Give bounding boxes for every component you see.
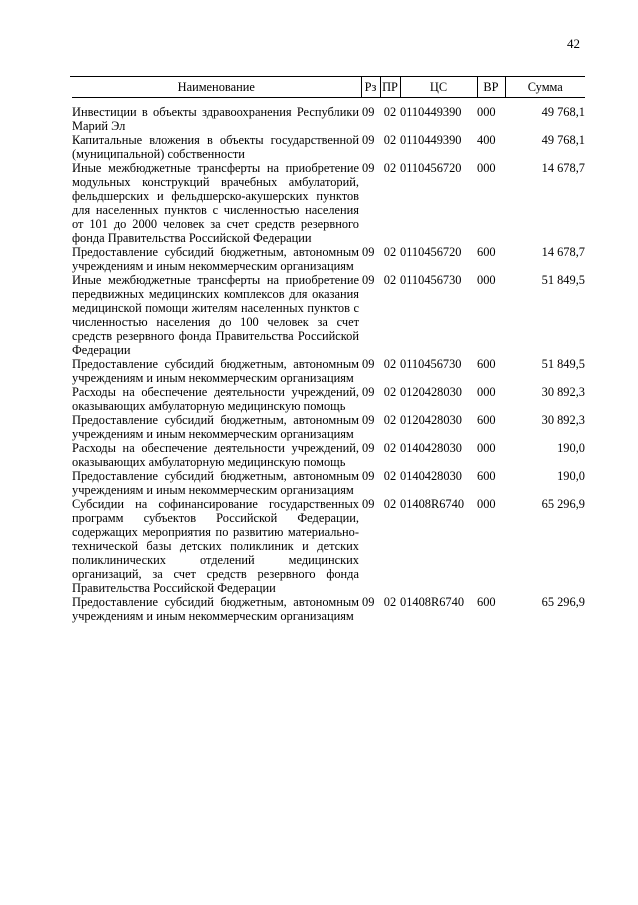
row-sum: 51 849,5: [541, 273, 585, 287]
header-cs: ЦС: [400, 77, 477, 98]
row-name: Инвестиции в объекты здравоохранения Республики Марий Эл: [72, 105, 359, 133]
row-rz: 09: [362, 133, 375, 147]
budget-table: [72, 77, 585, 623]
row-rz: 09: [362, 385, 375, 399]
row-pr: 02: [383, 133, 397, 147]
table-row: [72, 133, 585, 161]
row-cs: 0110456730: [400, 273, 462, 287]
row-cs: 0120428030: [400, 385, 462, 399]
row-cs: 0140428030: [400, 441, 462, 455]
row-sum: 14 678,7: [541, 161, 585, 175]
row-vr: 600: [477, 245, 496, 259]
row-rz: 09: [362, 595, 375, 609]
row-cs: 0110449390: [400, 105, 462, 119]
row-pr: 02: [383, 497, 397, 511]
row-name: Предоставление субсидий бюджетным, автономным учреждениям и иным некоммерческим организациям: [72, 595, 359, 623]
row-cs: 0120428030: [400, 413, 462, 427]
table-row: [72, 469, 585, 497]
row-pr: 02: [383, 273, 397, 287]
row-cs: 01408R6740: [400, 595, 465, 609]
row-vr: 400: [477, 133, 496, 147]
row-rz: 09: [362, 105, 375, 119]
row-cs: 01408R6740: [400, 497, 465, 511]
table-row: [72, 357, 585, 385]
table-row: [72, 595, 585, 623]
row-pr: 02: [383, 413, 397, 427]
table-row: [72, 273, 585, 357]
table-row: [72, 413, 585, 441]
row-name: Предоставление субсидий бюджетным, автономным учреждениям и иным некоммерческим организациям: [72, 469, 359, 497]
row-rz: 09: [362, 161, 375, 175]
row-pr: 02: [383, 357, 397, 371]
row-name: Предоставление субсидий бюджетным, автономным учреждениям и иным некоммерческим организациям: [72, 245, 359, 273]
row-rz: 09: [362, 273, 375, 287]
row-vr: 000: [477, 161, 496, 175]
row-cs: 0110449390: [400, 133, 462, 147]
row-cs: 0110456720: [400, 161, 462, 175]
header-sum: Сумма: [505, 77, 585, 98]
row-name: Расходы на обеспечение деятельности учреждений, оказывающих амбулаторную медицинскую помощь: [72, 441, 359, 469]
row-sum: 190,0: [557, 469, 585, 483]
row-name: Иные межбюджетные трансферты на приобретение передвижных медицинских комплексов для оказания медицинской помощи жителям населенных пунктов с численностью населения до 100 человек за счет средств резервного фонда Правительства Российской Федерации: [72, 273, 359, 357]
table-header-row: [72, 77, 585, 98]
header-rz: Рз: [361, 77, 380, 98]
row-rz: 09: [362, 357, 375, 371]
row-rz: 09: [362, 441, 375, 455]
row-vr: 600: [477, 469, 496, 483]
row-name: Предоставление субсидий бюджетным, автономным учреждениям и иным некоммерческим организациям: [72, 413, 359, 441]
table-row: [72, 161, 585, 245]
header-vr: ВР: [477, 77, 505, 98]
header-pr: ПР: [380, 77, 400, 98]
row-vr: 600: [477, 413, 496, 427]
row-name: Предоставление субсидий бюджетным, автономным учреждениям и иным некоммерческим организациям: [72, 357, 359, 385]
row-vr: 600: [477, 357, 496, 371]
row-rz: 09: [362, 245, 375, 259]
row-pr: 02: [383, 105, 397, 119]
row-rz: 09: [362, 469, 375, 483]
row-name: Субсидии на софинансирование государственных программ субъектов Российской Федерации, содержащих мероприятия по развитию материально-технической базы детских поликлиник и детских поликлинических отделений медицинских организаций, за счет средств резервного фонда Правительства Российской Федерации: [72, 497, 359, 595]
row-sum: 51 849,5: [541, 357, 585, 371]
row-pr: 02: [383, 469, 397, 483]
row-pr: 02: [383, 595, 397, 609]
row-pr: 02: [383, 161, 397, 175]
row-sum: 49 768,1: [541, 105, 585, 119]
row-pr: 02: [383, 385, 397, 399]
row-sum: 190,0: [557, 441, 585, 455]
row-cs: 0140428030: [400, 469, 462, 483]
table-row: [72, 98, 585, 134]
row-sum: 49 768,1: [541, 133, 585, 147]
row-vr: 600: [477, 595, 496, 609]
table-row: [72, 245, 585, 273]
table-row: [72, 385, 585, 413]
row-rz: 09: [362, 497, 375, 511]
row-vr: 000: [477, 273, 496, 287]
row-sum: 65 296,9: [541, 497, 585, 511]
row-name: Капитальные вложения в объекты государственной (муниципальной) собственности: [72, 133, 359, 161]
table-row: [72, 441, 585, 469]
row-rz: 09: [362, 413, 375, 427]
row-vr: 000: [477, 385, 496, 399]
row-name: Иные межбюджетные трансферты на приобретение модульных конструкций врачебных амбулаторий, фельдшерских и фельдшерско-акушерских пунктов для населенных пунктов с численностью населения от 101 до 2000 человек за счет средств резервного фонда Правительства Российской Федерации: [72, 161, 359, 245]
row-vr: 000: [477, 105, 496, 119]
row-cs: 0110456720: [400, 245, 462, 259]
row-vr: 000: [477, 497, 496, 511]
row-sum: 14 678,7: [541, 245, 585, 259]
row-sum: 30 892,3: [541, 385, 585, 399]
page-number: 42: [567, 36, 580, 51]
row-pr: 02: [383, 441, 397, 455]
row-vr: 000: [477, 441, 496, 455]
header-name: Наименование: [72, 77, 361, 98]
row-sum: 65 296,9: [541, 595, 585, 609]
row-sum: 30 892,3: [541, 413, 585, 427]
row-cs: 0110456730: [400, 357, 462, 371]
row-name: Расходы на обеспечение деятельности учреждений, оказывающих амбулаторную медицинскую помощь: [72, 385, 359, 413]
row-pr: 02: [383, 245, 397, 259]
table-row: [72, 497, 585, 595]
